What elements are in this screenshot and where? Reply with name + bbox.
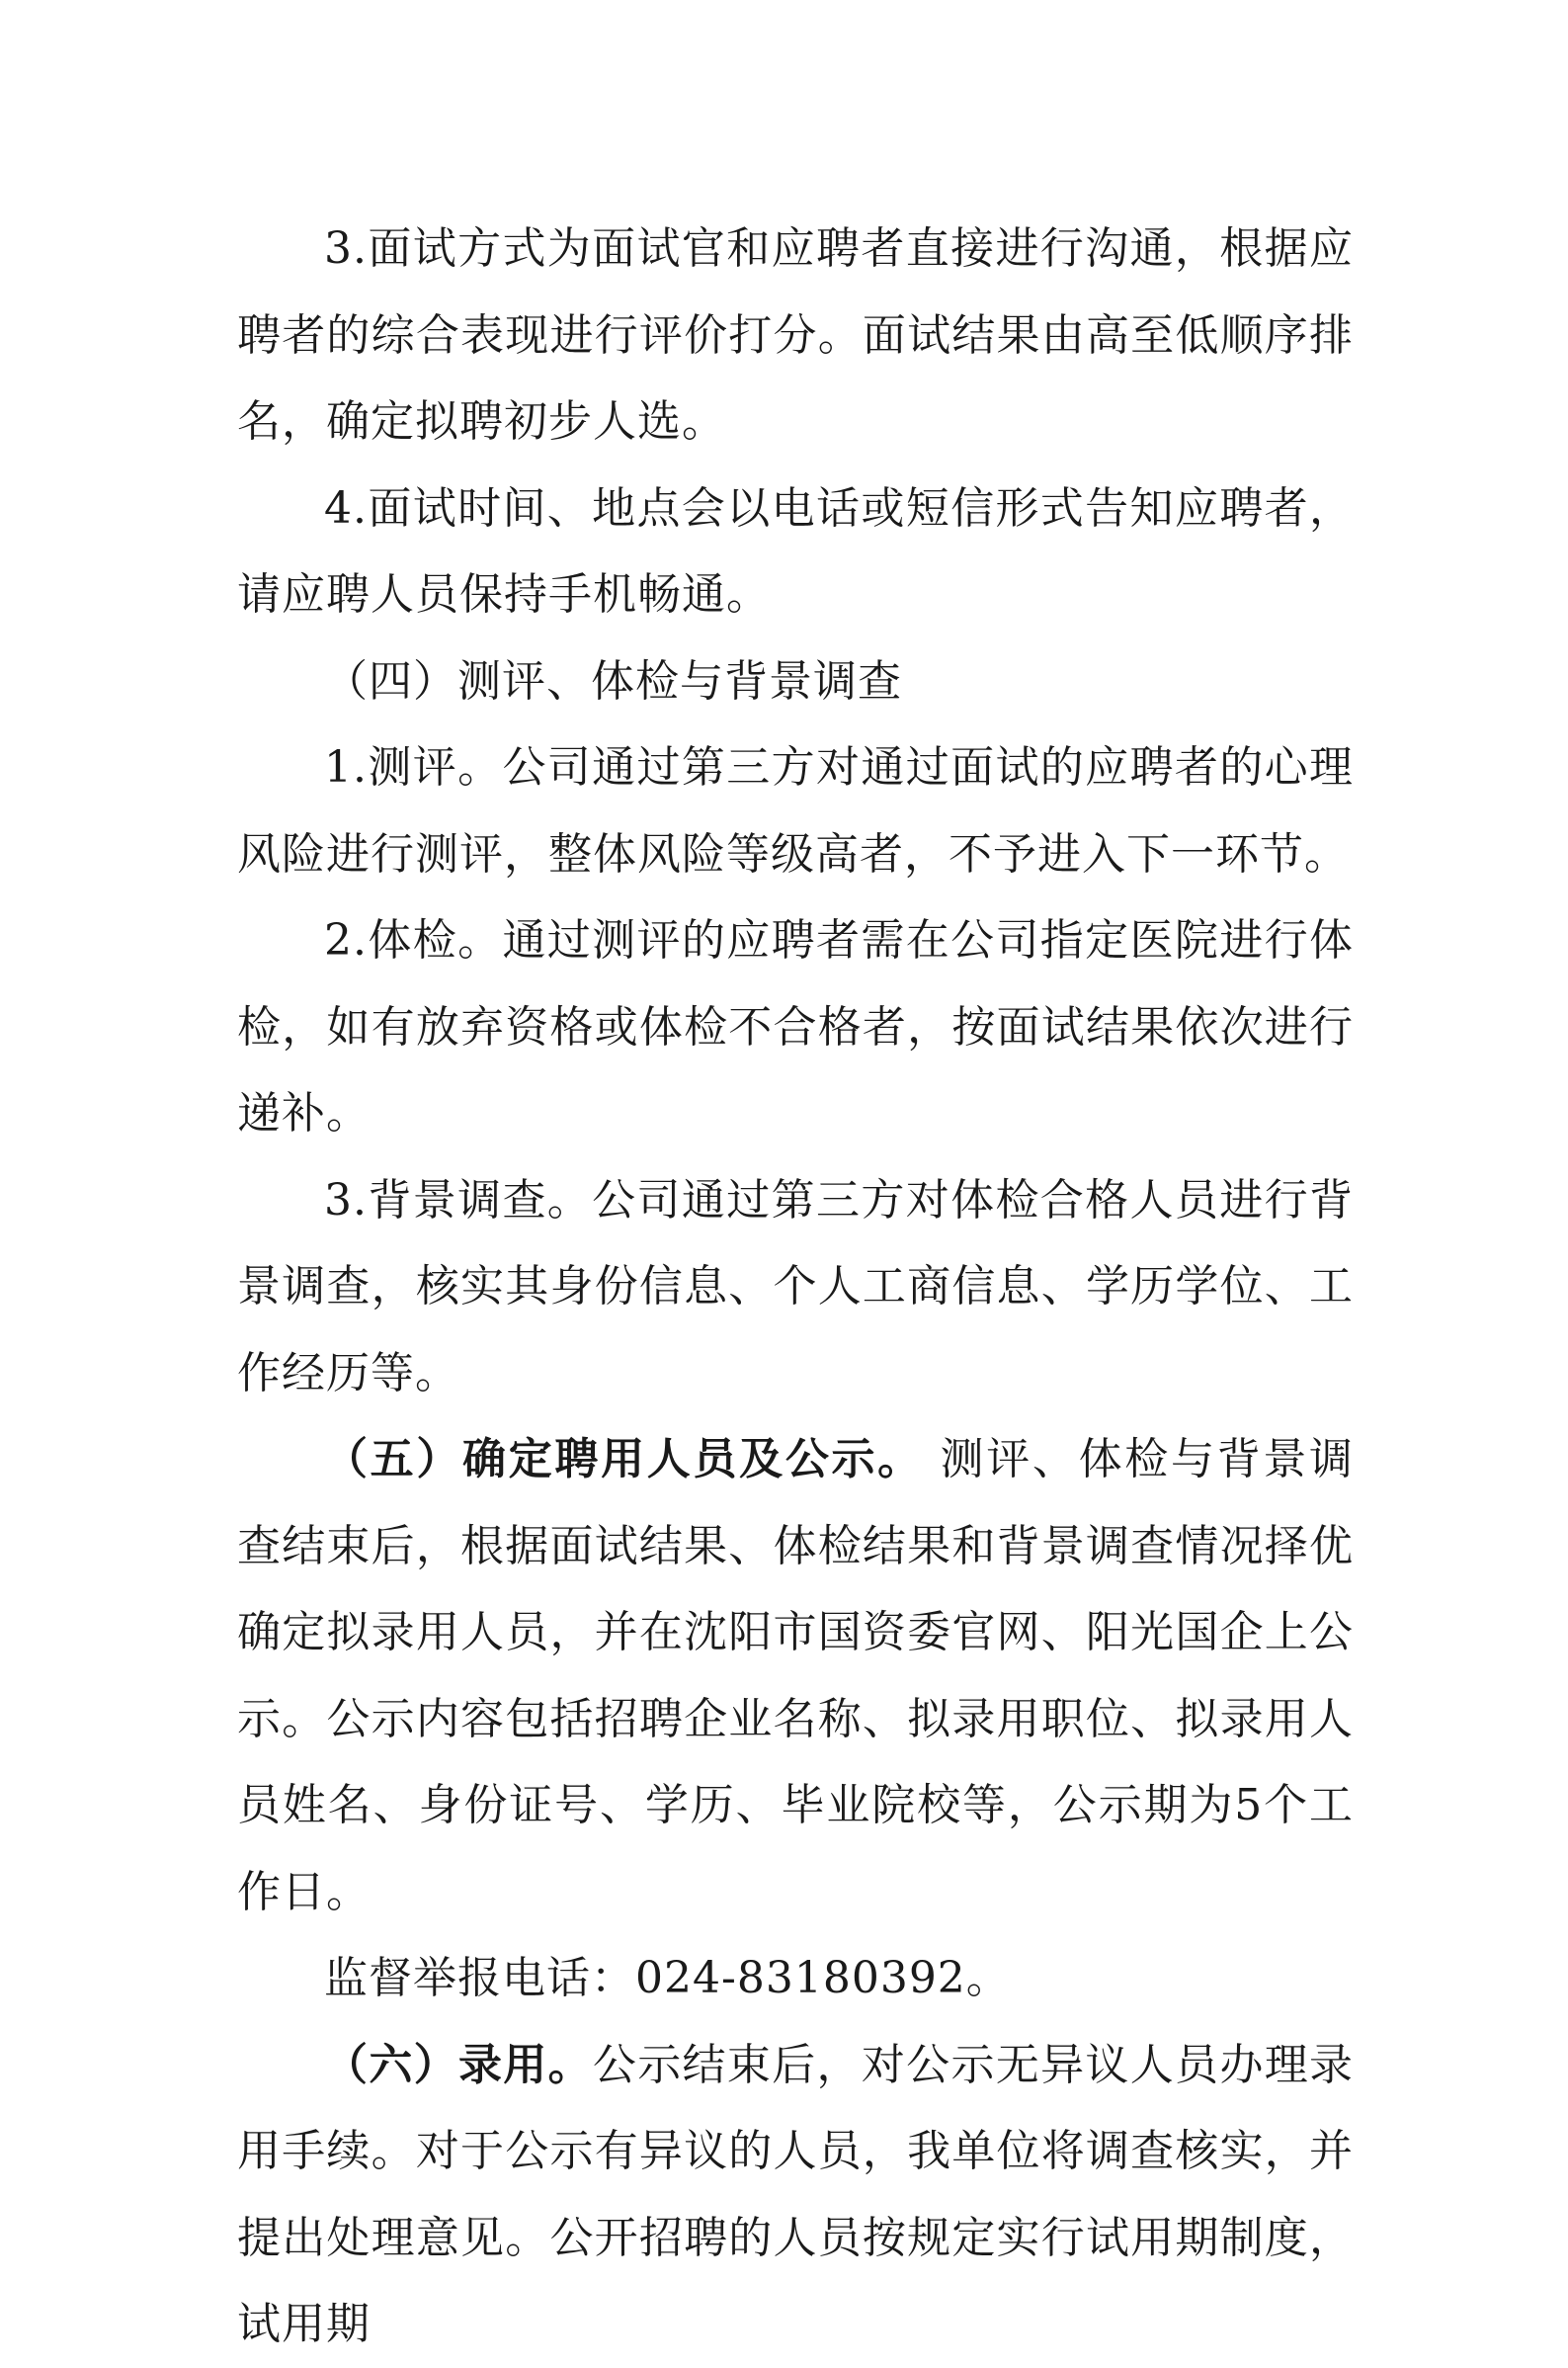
paragraph-interview-method: 3.面试方式为面试官和应聘者直接进行沟通，根据应聘者的综合表现进行评价打分。面试结果由高至低顺序排名，确定拟聘初步人选。 <box>237 223 1354 447</box>
paragraph-background-check: 3.背景调查。公司通过第三方对体检合格人员进行背景调查，核实其身份信息、个人工商信息、学历学位、工作经历等。 <box>237 1174 1354 1398</box>
paragraph-physical-exam: 2.体检。通过测评的应聘者需在公司指定医院进行体检，如有放弃资格或体检不合格者，按面试结果依次进行递补。 <box>237 915 1354 1139</box>
paragraph-interview-notice: 4.面试时间、地点会以电话或短信形式告知应聘者，请应聘人员保持手机畅通。 <box>237 482 1354 620</box>
paragraph-publicity <box>237 1416 1354 1935</box>
section-heading-employment: （六）录用。 <box>324 2039 593 2090</box>
section-heading-publicity: （五）确定聘用人员及公示。 <box>324 1434 924 1484</box>
employment-body: 公示结束后，对公示无异议人员办理录用手续。对于公示有异议的人员，我单位将调查核实，并提出处理意见。公开招聘的人员按规定实行试用期制度，试用期 <box>237 2039 1355 2349</box>
section-heading-assessment: （四）测评、体检与背景调查 <box>324 655 902 707</box>
document-body <box>237 206 1354 2368</box>
paragraph-assessment: 1.测评。公司通过第三方对通过面试的应聘者的心理风险进行测评，整体风险等级高者，不予进入下一环节。 <box>237 742 1354 880</box>
paragraph-employment <box>237 2022 1354 2368</box>
publicity-body: 测评、体检与背景调查结束后，根据面试结果、体检结果和背景调查情况择优确定拟录用人员，并在沈阳市国资委官网、阳光国企上公示。公示内容包括招聘企业名称、拟录用职位、拟录用人员姓名、身份证号、学历、毕业院校等，公示期为5个工作日。 <box>237 1434 1354 1917</box>
paragraph-report-phone: 监督举报电话：024-83180392。 <box>324 1953 1011 2003</box>
